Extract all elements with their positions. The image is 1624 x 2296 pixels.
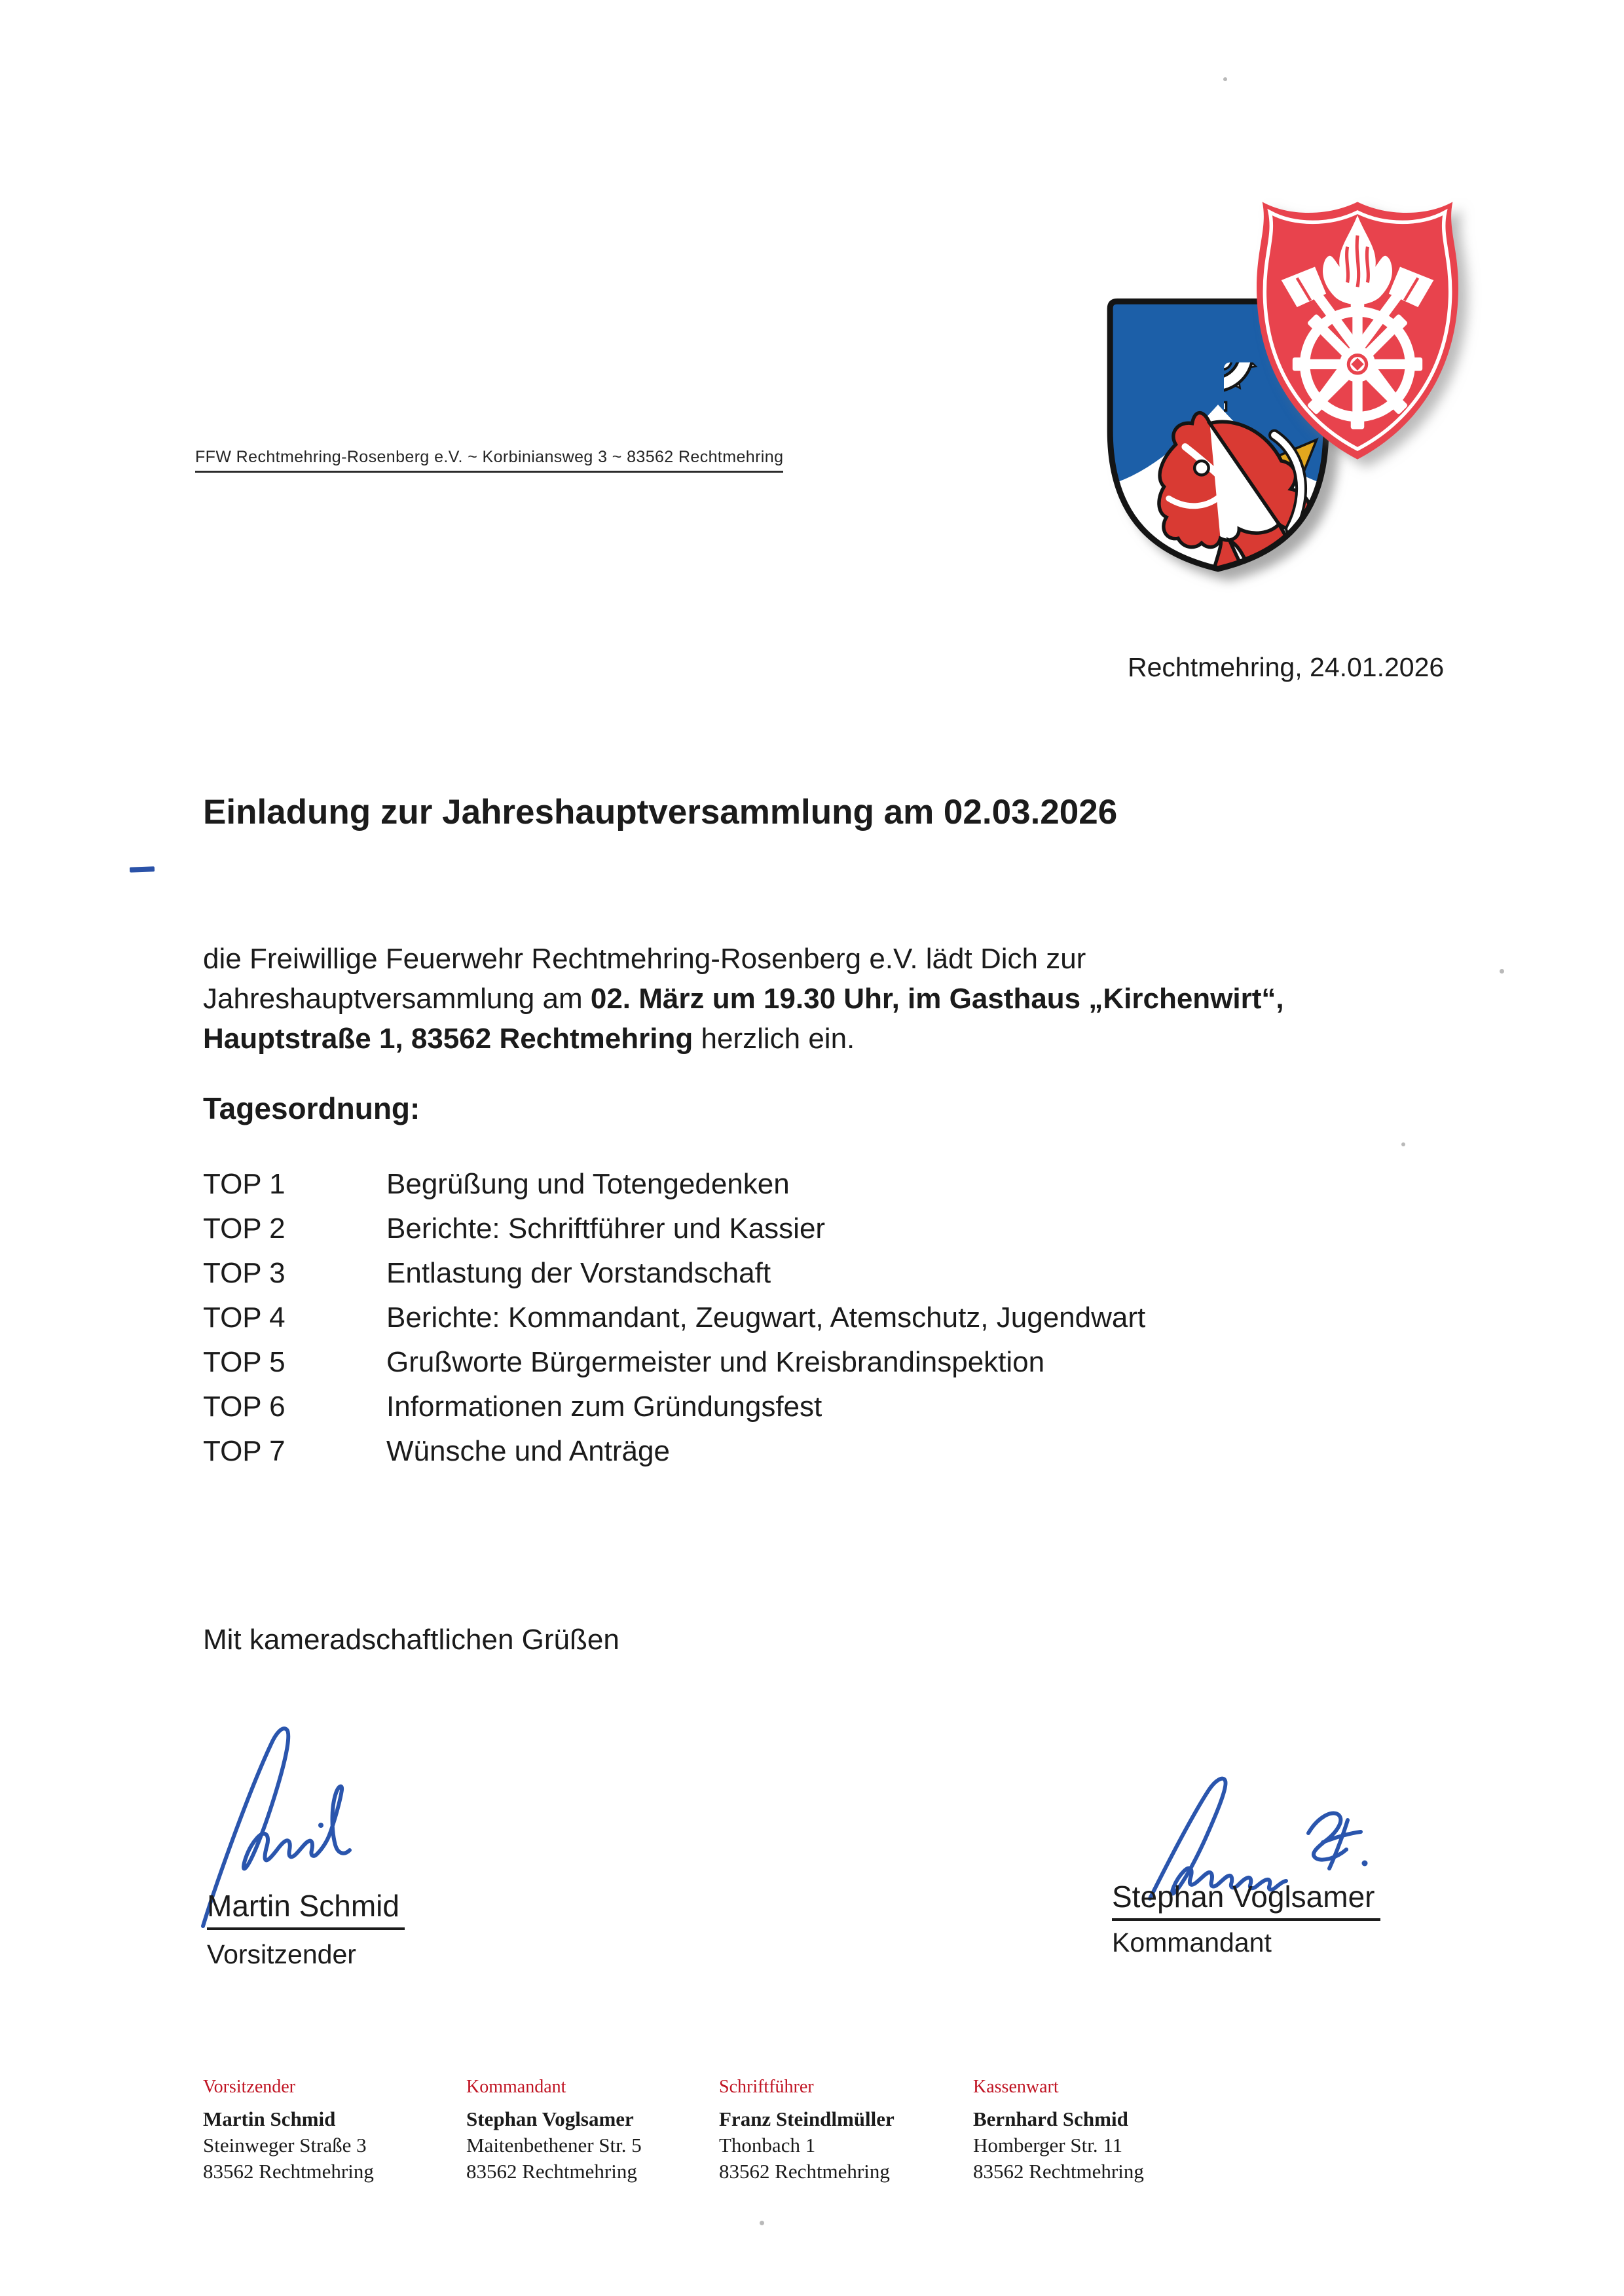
footer-column — [203, 2077, 452, 2185]
sender-line: FFW Rechtmehring-Rosenberg e.V. ~ Korbiniansweg 3 ~ 83562 Rechtmehring — [195, 448, 783, 473]
agenda-top-label: TOP 4 — [203, 1302, 286, 1334]
agenda-list — [203, 1169, 1145, 1481]
intro-segment: Hauptstraße 1, 83562 Rechtmehring — [203, 1023, 693, 1055]
footer-contact-name: Stephan Voglsamer — [466, 2107, 634, 2130]
footer-column — [719, 2077, 968, 2185]
intro-segment: herzlich ein. — [693, 1023, 855, 1055]
scan-speck — [1401, 1142, 1405, 1146]
agenda-item-text: Berichte: Schriftführer und Kassier — [386, 1212, 826, 1245]
scan-speck — [1500, 969, 1504, 974]
footer-contact-name: Martin Schmid — [203, 2107, 336, 2130]
agenda-item-text: Wünsche und Anträge — [386, 1435, 670, 1467]
footer-address-line: 83562 Rechtmehring — [466, 2160, 637, 2183]
agenda-top-label: TOP 5 — [203, 1346, 286, 1378]
intro-segment: 02. März um 19.30 Uhr, im Gasthaus „Kirchenwirt“, — [590, 983, 1284, 1015]
crest-group — [1080, 162, 1486, 588]
footer-contact-name: Bernhard Schmid — [973, 2107, 1128, 2130]
scan-speck — [760, 2221, 764, 2225]
agenda-row — [203, 1169, 1145, 1199]
agenda-item-text: Informationen zum Gründungsfest — [386, 1391, 822, 1423]
intro-segment: Jahreshauptversammlung am — [203, 983, 591, 1015]
agenda-row — [203, 1214, 1145, 1243]
scan-speck — [1223, 77, 1227, 81]
agenda-item-text: Berichte: Kommandant, Zeugwart, Atemschutz, Jugendwart — [386, 1302, 1146, 1334]
footer-address-line: Maitenbethener Str. 5 — [466, 2134, 642, 2157]
footer-address-line: Steinweger Straße 3 — [203, 2134, 367, 2157]
footer-role-heading: Schriftführer — [719, 2077, 814, 2097]
footer-address-line: 83562 Rechtmehring — [719, 2160, 890, 2183]
agenda-top-label: TOP 2 — [203, 1212, 286, 1245]
pen-mark — [130, 866, 155, 872]
intro-line — [203, 939, 1329, 979]
agenda-top-label: TOP 7 — [203, 1435, 286, 1467]
footer-column — [466, 2077, 715, 2185]
agenda-row — [203, 1303, 1145, 1332]
signatory-role-right: Kommandant — [1112, 1927, 1272, 1958]
footer-address-line: 83562 Rechtmehring — [203, 2160, 374, 2183]
signatory-name-left: Martin Schmid — [207, 1888, 405, 1930]
footer-address-line: 83562 Rechtmehring — [973, 2160, 1144, 2183]
agenda-item-text: Entlastung der Vorstandschaft — [386, 1257, 771, 1289]
intro-paragraph — [203, 939, 1329, 1059]
closing-salutation: Mit kameradschaftlichen Grüßen — [203, 1624, 619, 1656]
fire-brigade-emblem-icon — [1246, 187, 1469, 474]
agenda-row — [203, 1258, 1145, 1288]
agenda-item-text: Grußworte Bürgermeister und Kreisbrandinspektion — [386, 1346, 1045, 1378]
agenda-top-label: TOP 3 — [203, 1257, 286, 1289]
footer-role-heading: Kassenwart — [973, 2077, 1059, 2097]
intro-line — [203, 979, 1329, 1019]
agenda-row — [203, 1436, 1145, 1466]
footer-role-heading: Vorsitzender — [203, 2077, 295, 2097]
agenda-top-label: TOP 6 — [203, 1391, 286, 1423]
agenda-item-text: Begrüßung und Totengedenken — [386, 1168, 790, 1200]
footer-column — [973, 2077, 1222, 2185]
footer-address-line: Homberger Str. 11 — [973, 2134, 1123, 2157]
footer-address-line: Thonbach 1 — [719, 2134, 816, 2157]
agenda-top-label: TOP 1 — [203, 1168, 286, 1200]
place-date: Rechtmehring, 24.01.2026 — [1128, 652, 1445, 682]
footer-contact-name: Franz Steindlmüller — [719, 2107, 895, 2130]
intro-segment: die Freiwillige Feuerwehr Rechtmehring-Rosenberg e.V. lädt Dich zur — [203, 943, 1086, 975]
agenda-row — [203, 1347, 1145, 1377]
intro-line — [203, 1019, 1329, 1059]
agenda-heading: Tagesordnung: — [203, 1091, 420, 1125]
signatory-role-left: Vorsitzender — [207, 1939, 356, 1969]
agenda-row — [203, 1392, 1145, 1421]
signatory-name-right: Stephan Voglsamer — [1112, 1879, 1380, 1921]
footer-role-heading: Kommandant — [466, 2077, 566, 2097]
letter-title: Einladung zur Jahreshauptversammlung am 02.03.2026 — [203, 793, 1118, 831]
